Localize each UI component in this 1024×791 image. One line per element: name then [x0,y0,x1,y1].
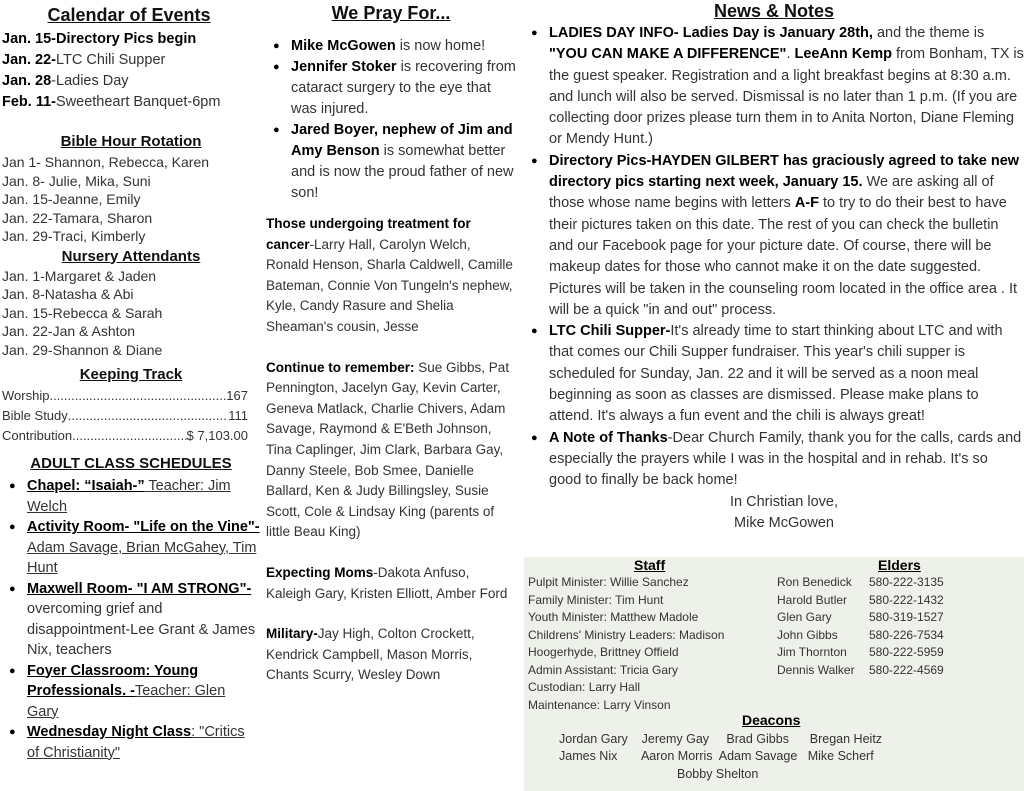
news-closing: In Christian love, [730,493,838,510]
list-item: Jan. 8- Julie, Mika, Suni [2,172,151,189]
keeping-track-row: Bible Study ..... 111 [2,406,248,426]
calendar-title: Calendar of Events [47,5,211,25]
staff-list [528,574,724,714]
pray-section-remember: Continue to remember: Sue Gibbs, Pat Pennington, Jacelyn Gay, Kevin Carter, Geneva Matlack, Charlie Chivers, Adam Savage, Raymond & E'Beth Johnson, Tina Caplinger, Jim Clark, Barbara Gay, Danny Steele, Bob Smee, Danielle Ballard, Ken & Judy Billingsley, Susie Scott, Cole & Lindsay King (parents of little Beau King) [266,359,510,540]
keeping-track-list [2,386,248,446]
calendar-item: Jan. 15-Directory Pics begin [2,31,197,47]
list-item: Admin Assistant: Tricia Gary [528,662,679,677]
list-item: Custodian: Larry Hall [528,680,641,694]
deacons-row: James Nix Aaron Morris Adam Savage Mike Scherf [559,749,874,763]
keeping-track-row: Worship ..... 167 [2,386,248,406]
elders-title: Elders [878,557,921,573]
list-item: Hoogerhyde, Brittney Offield [528,645,679,659]
bible-hour-list [2,153,260,246]
elders-list [777,574,944,679]
pray-title: We Pray For... [331,3,451,23]
list-item: Family Minister: Tim Hunt [528,592,664,607]
calendar-item: Feb. 11-Sweetheart Banquet-6pm [2,94,221,110]
list-item: Pulpit Minister: Willie Sanchez [528,575,689,589]
news-title: News & Notes [713,1,835,21]
pray-section-military: Military-Jay High, Colton Crockett, Kendrick Campbell, Mason Morris, Chants Scurry, Wesley Down [266,626,475,683]
news-item-thanks: ● A Note of Thanks-Dear Church Family, thank you for the calls, cards and especially the prayers while I was in the hospital and in rehab. It's so good to finally be back home! [524,428,1024,492]
list-item: Jan. 29-Shannon & Diane [2,341,163,358]
keeping-track-row: Contribution ..... $ 7,103.00 [2,426,248,446]
list-item: ● Chapel: “Isaiah-” Teacher: Jim Welch [2,476,260,517]
nursery-title: Nursery Attendants [61,247,201,265]
deacons-row: Jordan Gary Jeremy Gay Brad Gibbs Bregan Heitz [559,732,883,746]
pray-section-cancer: Those undergoing treatment for cancer-Larry Hall, Carolyn Welch, Ronald Henson, Sharla Caldwell, Camille Bateman, Connie Von Tungeln's nephew, Kyle, Candy Rasure and Shelia Sheaman's cousin, Jesse [266,216,513,334]
keeping-track-title: Keeping Track [79,366,183,383]
left-column [2,0,260,763]
list-item: Jan. 1-Margaret & Jaden [2,267,157,284]
right-column [524,0,1024,535]
pray-sections [266,214,516,686]
calendar-item: Jan. 28-Ladies Day [2,73,129,89]
list-item: Youth Minister: Matthew Madole [528,610,699,624]
staff-title: Staff [634,557,666,573]
pray-bullets [266,36,516,204]
calendar-item: Jan. 22-LTC Chili Supper [2,52,166,68]
news-signature: Mike McGowen [734,515,834,532]
middle-column [266,0,516,686]
list-item: Jan. 29-Traci, Kimberly [2,228,146,244]
list-item: ● Jennifer Stoker is recovering from cataract surgery to the eye that was injured. [266,57,516,120]
deacons-title: Deacons [742,712,801,728]
list-item: John Gibbs 580-226-7534 [777,627,944,642]
list-item: ● Activity Room- "Life on the Vine"-Adam Savage, Brian McGahey, Tim Hunt [2,517,260,579]
list-item: ● Mike McGowen is now home! [266,36,516,57]
adult-classes-title: ADULT CLASS SCHEDULES [30,455,232,472]
calendar-list [2,29,260,113]
news-item-ladies-day: ● LADIES DAY INFO- Ladies Day is January 28th, and the theme is "YOU CAN MAKE A DIFFERENCE". LeeAnn Kemp from Bonham, TX is the guest speaker. Registration and a light breakfast begins at 8:30 a.m. and lunch will also be served. Dismissal is no later than 1 p.m. (If you are collecting door prizes please turn them in to Anita Norton, Diane Fleming or Mendy Hunt.) [524,23,1024,151]
adult-classes-list [2,476,260,763]
list-item: Harold Butler 580-222-1432 [777,592,944,607]
news-item-directory: ● Directory Pics-HAYDEN GILBERT has graciously agreed to take new directory pics starting next week, January 15. We are asking all of those whose name begins with letters A-F to try to do their best to have their pictures taken on this date. The rest of you can check the bulletin and our Facebook page for your picture date. Of course, there will be makeup dates for those who cannot make it on the date suggested. Pictures will be taken in the counseling room located in the office area . It will be a quick "in and out" process. [524,151,1024,321]
list-item: ● Foyer Classroom: Young Professionals. -Teacher: Glen Gary [2,661,260,723]
news-list [524,23,1024,492]
staff-panel [524,557,1024,791]
list-item: ● Wednesday Night Class: "Critics of Christianity" [2,722,260,763]
pray-section-expecting: Expecting Moms-Dakota Anfuso, Kaleigh Gary, Kristen Elliott, Amber Ford [266,564,508,601]
nursery-list [2,267,260,360]
bible-hour-title: Bible Hour Rotation [60,133,202,150]
list-item: Jan. 15-Jeanne, Emily [2,191,141,207]
list-item: Glen Gary 580-319-1527 [777,610,944,624]
deacons-row: Bobby Shelton [677,767,759,781]
news-item-chili: ● LTC Chili Supper-It's already time to start thinking about LTC and with that comes our Chili Supper fundraiser. This year's chili supper is scheduled for Sunday, Jan. 22 and it will be served as a noon meal beginning as soon as classes are dismissed. Please make plans to attend. It's always a fun event and the chili is always great! [524,321,1024,427]
list-item: Jim Thornton 580-222-5959 [777,645,944,659]
list-item: Jan. 8-Natasha & Abi [2,286,134,302]
list-item: Dennis Walker 580-222-4569 [777,662,944,677]
list-item: Jan. 22-Tamara, Sharon [2,209,153,226]
list-item: Jan. 15-Rebecca & Sarah [2,304,163,321]
list-item: Childrens' Ministry Leaders: Madison [528,627,725,642]
list-item: Jan. 22-Jan & Ashton [2,323,136,339]
list-item: ● Maxwell Room- "I AM STRONG"-overcoming grief and disappointment-Lee Grant & James Nix, teachers [2,579,260,661]
list-item: Maintenance: Larry Vinson [528,697,671,712]
list-item: Jan 1- Shannon, Rebecca, Karen [2,154,210,170]
list-item: Ron Benedick 580-222-3135 [777,575,944,589]
list-item: ● Jared Boyer, nephew of Jim and Amy Benson is somewhat better and is now the proud father of new son! [266,120,516,204]
